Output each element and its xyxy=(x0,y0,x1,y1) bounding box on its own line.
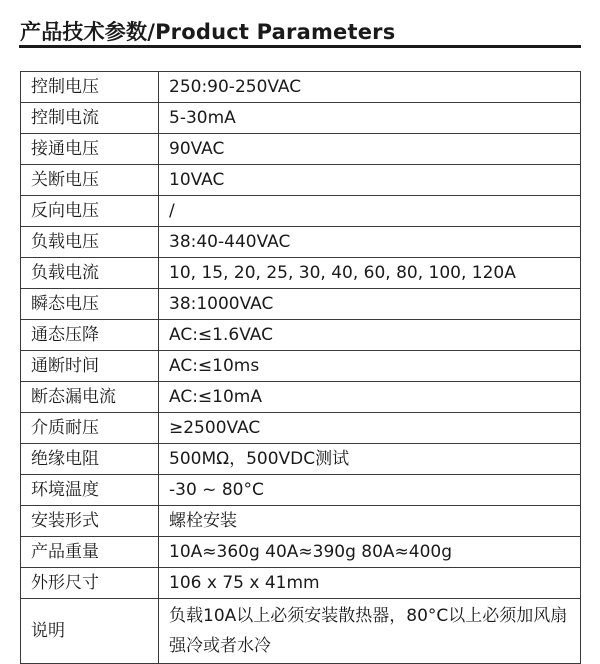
title-underline xyxy=(19,45,581,48)
param-value: AC:≤1.6VAC xyxy=(159,320,581,351)
table-row xyxy=(21,444,581,475)
table-row xyxy=(21,72,581,103)
param-label: 负载电压 xyxy=(21,227,159,258)
table-row xyxy=(21,227,581,258)
param-value: ≥2500VAC xyxy=(159,413,581,444)
table-row xyxy=(21,320,581,351)
param-value: -30 ~ 80°C xyxy=(159,475,581,506)
param-label: 关断电压 xyxy=(21,165,159,196)
param-value: 10, 15, 20, 25, 30, 40, 60, 80, 100, 120A xyxy=(159,258,581,289)
param-label: 控制电流 xyxy=(21,103,159,134)
param-value: 106 x 75 x 41mm xyxy=(159,568,581,599)
table-row xyxy=(21,537,581,568)
param-label: 通断时间 xyxy=(21,351,159,382)
param-value: 38:1000VAC xyxy=(159,289,581,320)
param-value: AC:≤10ms xyxy=(159,351,581,382)
param-value: 负载10A以上必须安装散热器，80°C以上必须加风扇强冷或者水冷 xyxy=(159,599,581,664)
param-label: 说明 xyxy=(21,599,159,664)
param-value: 10VAC xyxy=(159,165,581,196)
param-label: 断态漏电流 xyxy=(21,382,159,413)
table-row xyxy=(21,103,581,134)
param-value: 10A≈360g 40A≈390g 80A≈400g xyxy=(159,537,581,568)
table-row xyxy=(21,475,581,506)
param-label: 外形尺寸 xyxy=(21,568,159,599)
param-label: 产品重量 xyxy=(21,537,159,568)
page-title: 产品技术参数/Product Parameters xyxy=(20,20,396,44)
param-label: 安装形式 xyxy=(21,506,159,537)
table-row xyxy=(21,351,581,382)
param-label: 控制电压 xyxy=(21,72,159,103)
parameters-table xyxy=(20,71,581,664)
table-row xyxy=(21,413,581,444)
table-row xyxy=(21,382,581,413)
table-row xyxy=(21,599,581,664)
param-label: 环境温度 xyxy=(21,475,159,506)
param-value: AC:≤10mA xyxy=(159,382,581,413)
param-label: 介质耐压 xyxy=(21,413,159,444)
table-row xyxy=(21,165,581,196)
param-value: 250:90-250VAC xyxy=(159,72,581,103)
param-label: 绝缘电阻 xyxy=(21,444,159,475)
table-row xyxy=(21,506,581,537)
table-row xyxy=(21,258,581,289)
table-row xyxy=(21,196,581,227)
param-label: 通态压降 xyxy=(21,320,159,351)
table-row xyxy=(21,289,581,320)
param-value: / xyxy=(159,196,581,227)
param-value: 5-30mA xyxy=(159,103,581,134)
table-row xyxy=(21,568,581,599)
param-label: 瞬态电压 xyxy=(21,289,159,320)
table-row xyxy=(21,134,581,165)
param-value: 90VAC xyxy=(159,134,581,165)
param-value: 38:40-440VAC xyxy=(159,227,581,258)
param-value: 螺栓安装 xyxy=(159,506,581,537)
param-label: 反向电压 xyxy=(21,196,159,227)
param-label: 接通电压 xyxy=(21,134,159,165)
param-value: 500MΩ，500VDC测试 xyxy=(159,444,581,475)
param-label: 负载电流 xyxy=(21,258,159,289)
